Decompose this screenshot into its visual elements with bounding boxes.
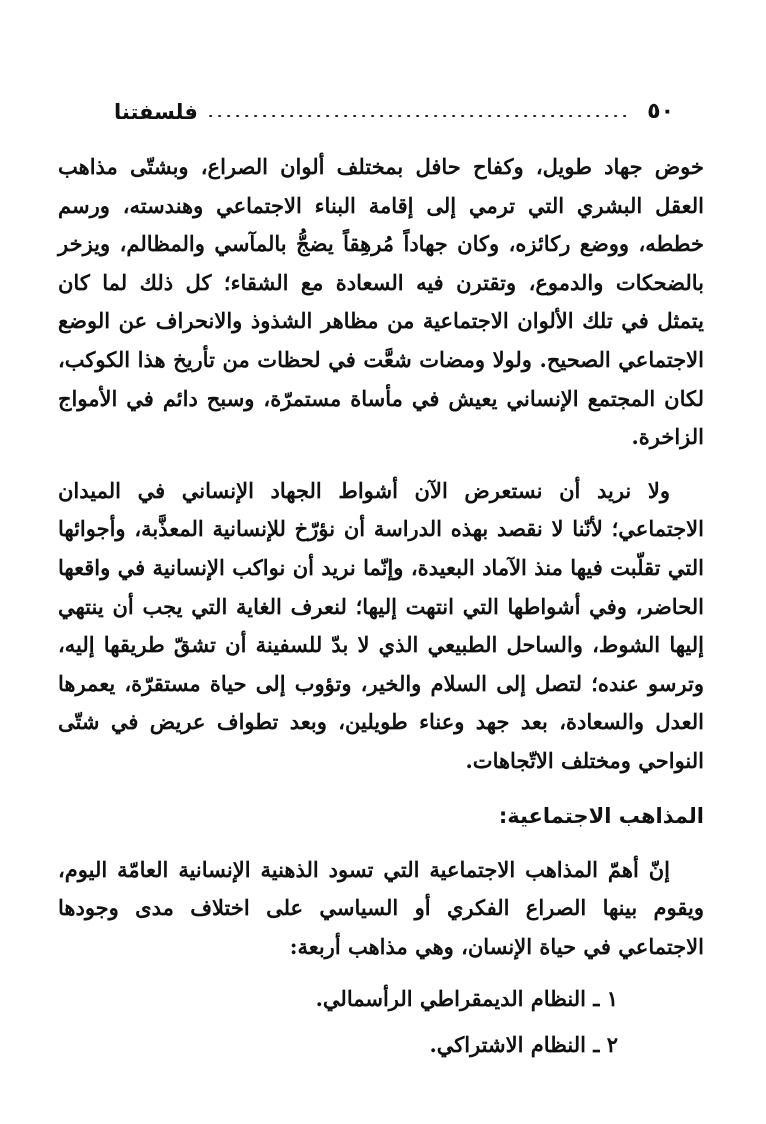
list-item-1: ١ ـ النظام الديمقراطي الرأسمالي. xyxy=(315,986,618,1012)
paragraph-3: إنّ أهمّ المذاهب الاجتماعية التي تسود الذهنية الإنسانية العامّة اليوم، ويقوم بينها الصراع الفكري أو السياسي على اختلاف مدى وجودها الاجتماعي في حياة الإنسان، وهي مذاهب أربعة: xyxy=(58,856,704,959)
list-item-2: ٢ ـ النظام الاشتراكي. xyxy=(429,1032,618,1058)
running-header xyxy=(114,86,674,126)
page-body xyxy=(58,148,704,1068)
paragraph-2: ولا نريد أن نستعرض الآن أشواط الجهاد الإنساني في الميدان الاجتماعي؛ لأنّنا لا نقصد بهذه الدراسة أن نؤرّخ للإنسانية المعذَّبة، وأجوائها التي تقلّبت فيها منذ الآماد البعيدة، وإنّما نريد أن نواكب الإنسانية في واقعها الحاضر، وفي أشواطها التي انتهت إليها؛ لنعرف الغاية التي يجب أن ينتهي إليها الشوط، والساحل الطبيعي الذي لا بدّ للسفينة أن تشقّ طريقها إليه، وترسو عنده؛ لتصل إلى السلام والخير، وتؤوب إلى حياة مستقرّة، يعمرها العدل والسعادة، بعد جهد وعناء طويلين، وبعد تطواف عريض في شتّى النواحي ومختلف الاتّجاهات. xyxy=(58,477,704,773)
book-title: فلسفتنا xyxy=(114,100,198,124)
section-heading: المذاهب الاجتماعية: xyxy=(498,803,704,828)
paragraph-1: خوض جهاد طويل، وكفاح حافل بمختلف ألوان الصراع، وبشتّى مذاهب العقل البشري التي ترمي إلى إقامة البناء الاجتماعي وهندسته، ورسم خططه، ووضع ركائزه، وكان جهاداً مُرهِقاً يضجُّ بالمآسي والمظالم، ويزخر بالضحكات والدموع، وتقترن فيه السعادة مع الشقاء؛ كل ذلك لما كان يتمثل في تلك الألوان الاجتماعية من مظاهر الشذوذ والانحراف عن الوضع الاجتماعي الصحيح. ولولا ومضات شعَّت في لحظات من تأريخ هذا الكوكب، لكان المجتمع الإنساني يعيش في مأساة مستمرّة، وسبح دائم في الأمواج الزاخرة. xyxy=(58,154,704,450)
dot-leader xyxy=(206,115,629,117)
page-number: ٥٠ xyxy=(647,99,674,124)
